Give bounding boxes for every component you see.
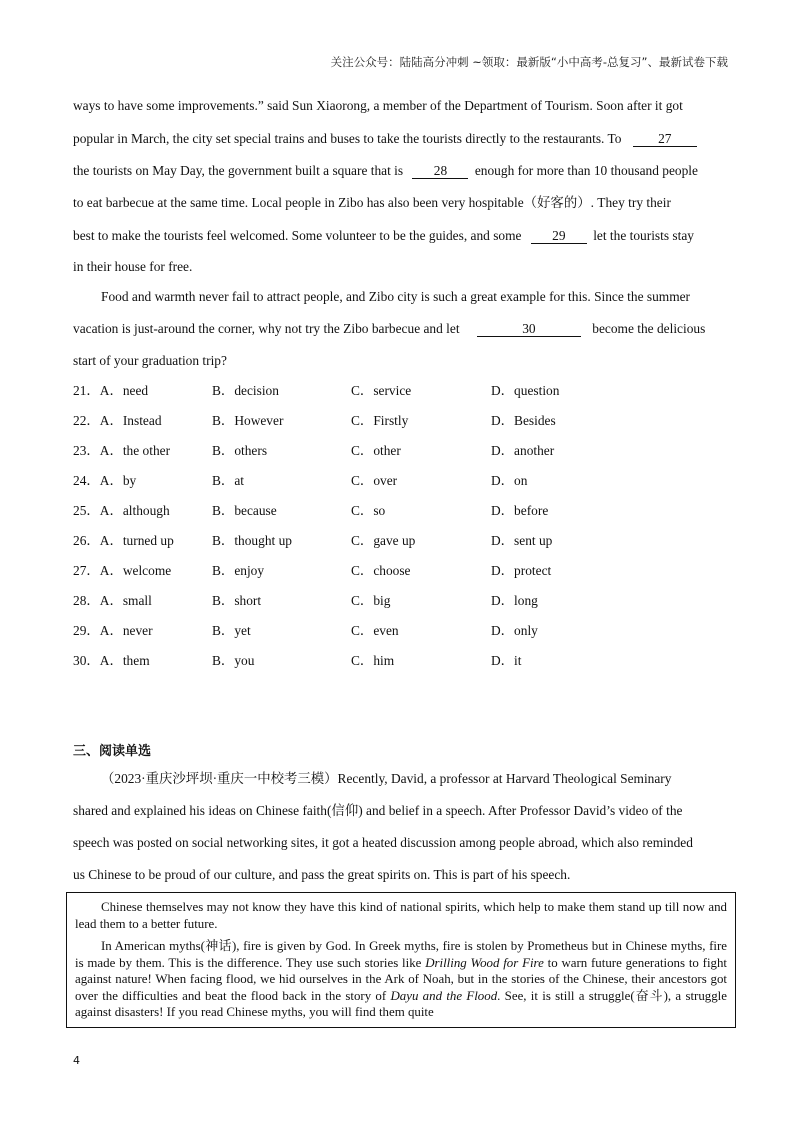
option-c: C．so — [351, 503, 386, 518]
option-b: B．short — [212, 593, 262, 608]
option-c: C．over — [351, 473, 398, 488]
option-c: C．choose — [351, 563, 411, 578]
option-a: 21．A．need — [73, 383, 149, 398]
option-b: B．because — [212, 503, 277, 518]
option-a: 25．A．although — [73, 503, 170, 518]
passage-line: to eat barbecue at the same time. Local people in Zibo has also been very hospitable（好客的）. They try their — [73, 195, 671, 210]
option-c: C．service — [351, 383, 412, 398]
option-c: C．big — [351, 593, 391, 608]
blank-29: 29 — [531, 228, 587, 244]
option-a: 24．A．by — [73, 473, 137, 488]
option-d: D．protect — [491, 563, 552, 578]
option-c: C．Firstly — [351, 413, 409, 428]
page-header: 关注公众号：陆陆高分冲刺 ~领取：最新版“小中高考-总复习”、最新试卷下载 — [330, 55, 728, 69]
speech-paragraph: In American myths(神话), fire is given by God. In Greek myths, fire is stolen by Prometheus but in Chinese myths, fire is made by them. This is the difference. They use such stories like Drilling Wood for Fire to warn future generations to fight against nature! When facing flood, we hid ourselves in the Ark of Noah, but in the stories of the Chinese, their ancestors got over the difficulties and beat the flood back in the story of Dayu and the Flood. See, it is still a struggle(奋斗), a struggle against disasters! If you read Chinese myths, you will find them quite — [75, 939, 727, 1019]
blank-28: 28 — [412, 163, 468, 179]
reading-intro-line: （2023·重庆沙坪坝·重庆一中校考三模）Recently, David, a professor at Harvard Theological Seminary — [101, 771, 672, 786]
passage-line: popular in March, the city set special trains and buses to take the tourists directly to the restaurants. To 27 — [73, 130, 700, 148]
option-c: C．other — [351, 443, 401, 458]
option-b: B．yet — [212, 623, 251, 638]
passage-line: in their house for free. — [73, 259, 193, 274]
section-title: 三、阅读单选 — [73, 744, 152, 759]
story-title: Drilling Wood for Fire — [425, 955, 544, 970]
story-title: Dayu and the Flood — [390, 988, 498, 1003]
option-d: D．only — [491, 623, 538, 638]
passage-line: the tourists on May Day, the government built a square that is 28 enough for more than 10 thousand people — [73, 163, 698, 178]
option-c: C．him — [351, 653, 395, 668]
option-a: 23．A．the other — [73, 443, 171, 458]
option-b: B．enjoy — [212, 563, 265, 578]
option-d: D．before — [491, 503, 549, 518]
passage-line: ways to have some improvements.” said Sun Xiaorong, a member of the Department of Tourism. Soon after it got — [73, 98, 683, 113]
option-a: 27．A．welcome — [73, 563, 172, 578]
option-b: B．you — [212, 653, 255, 668]
option-b: B．decision — [212, 383, 279, 398]
option-a: 22．A．Instead — [73, 413, 162, 428]
option-d: D．question — [491, 383, 560, 398]
option-d: D．on — [491, 473, 528, 488]
option-b: B．thought up — [212, 533, 292, 548]
option-c: C．gave up — [351, 533, 416, 548]
speech-excerpt-box — [66, 892, 736, 1028]
reading-intro-line: us Chinese to be proud of our culture, and pass the great spirits on. This is part of his speech. — [73, 867, 571, 882]
page-number: 4 — [73, 1054, 80, 1067]
option-b: B．However — [212, 413, 284, 428]
speech-paragraph: Chinese themselves may not know they have this kind of national spirits, which help to make them stand up till now and lead them to a better future. — [75, 900, 727, 931]
blank-30: 30 — [477, 321, 581, 337]
option-c: C．even — [351, 623, 399, 638]
passage-line: Food and warmth never fail to attract people, and Zibo city is such a great example for this. Since the summer — [101, 289, 691, 304]
blank-27: 27 — [633, 131, 697, 147]
passage-line: start of your graduation trip? — [73, 353, 227, 368]
option-a: 29．A．never — [73, 623, 153, 638]
option-d: D．it — [491, 653, 522, 668]
option-d: D．long — [491, 593, 538, 608]
option-a: 26．A．turned up — [73, 533, 174, 548]
reading-intro-line: speech was posted on social networking sites, it got a heated discussion among people abroad, which also reminded — [73, 835, 693, 850]
option-d: D．sent up — [491, 533, 553, 548]
option-a: 30．A．them — [73, 653, 150, 668]
option-b: B．others — [212, 443, 268, 458]
option-d: D．another — [491, 443, 555, 458]
option-d: D．Besides — [491, 413, 556, 428]
option-a: 28．A．small — [73, 593, 152, 608]
passage-line: vacation is just-around the corner, why not try the Zibo barbecue and let 30 become the delicious — [73, 321, 706, 336]
passage-line: best to make the tourists feel welcomed. Some volunteer to be the guides, and some 29 let the tourists stay — [73, 228, 694, 243]
reading-intro-line: shared and explained his ideas on Chinese faith(信仰) and belief in a speech. After Professor David’s video of the — [73, 803, 683, 818]
option-b: B．at — [212, 473, 244, 488]
